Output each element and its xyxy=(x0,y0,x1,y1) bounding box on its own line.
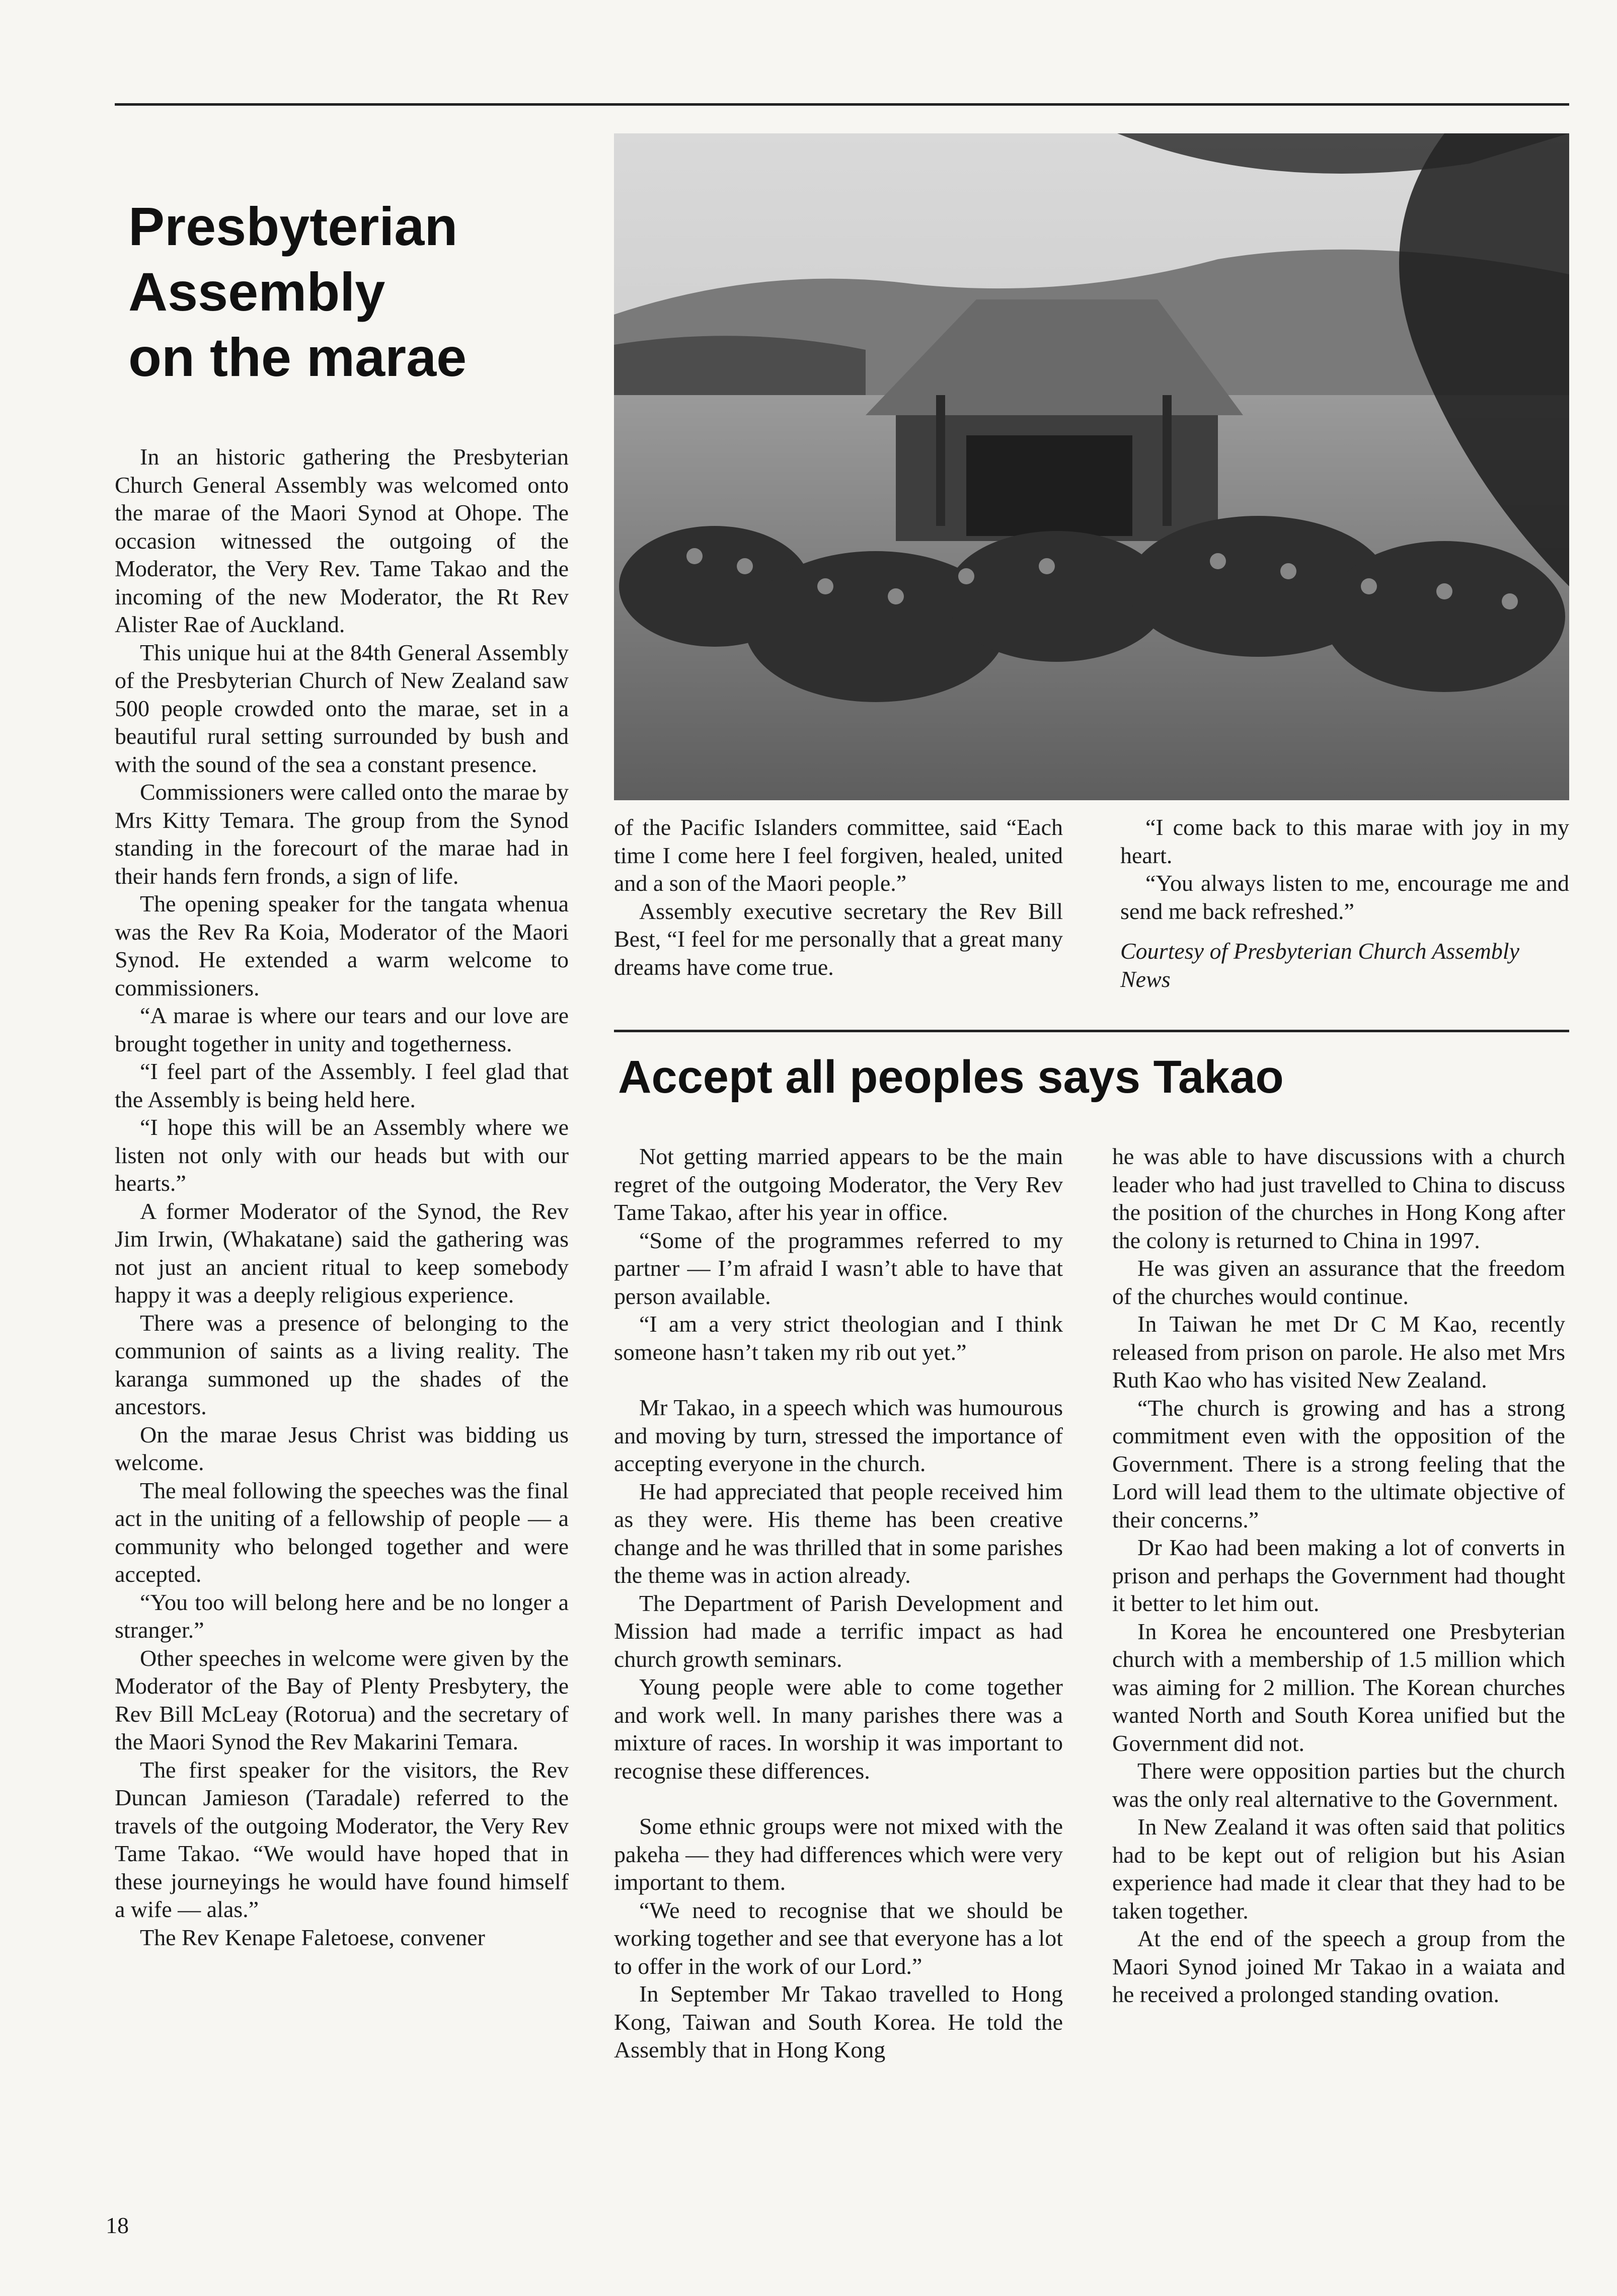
paragraph: “I hope this will be an Assembly where we listen not only with our heads but with our hearts.” xyxy=(115,1114,569,1196)
paragraph: He was given an assurance that the freedom of the churches would continue. xyxy=(1112,1255,1565,1309)
paragraph: he was able to have discussions with a church leader who had just travelled to China to discuss the position of the churches in Hong Kong after the colony is returned to China in 1997. xyxy=(1112,1143,1565,1253)
paragraph: Assembly executive secretary the Rev Bill Best, “I feel for me personally that a great many dreams have come true. xyxy=(614,898,1063,980)
paragraph: In New Zealand it was often said that politics had to be kept out of religion but his Asian experience had made it clear that they had to be taken together. xyxy=(1112,1814,1565,1924)
marae-photo xyxy=(614,133,1569,800)
article1-column-3 xyxy=(1120,813,1569,993)
paragraph: “Some of the programmes referred to my partner — I’m afraid I wasn’t able to have that person available. xyxy=(614,1227,1063,1309)
paragraph: of the Pacific Islanders committee, said “Each time I come here I feel forgiven, healed, united and a son of the Maori people.” xyxy=(614,814,1063,896)
paragraph: In September Mr Takao travelled to Hong Kong, Taiwan and South Korea. He told the Assembly that in Hong Kong xyxy=(614,1981,1063,2062)
article-divider xyxy=(614,1030,1569,1032)
paragraph: Other speeches in welcome were given by the Moderator of the Bay of Plenty Presbytery, the Rev Bill McLeay (Rotorua) and the secretary of the Maori Synod the Rev Makarini Temara. xyxy=(115,1645,569,1754)
paragraph: In an historic gathering the Presbyterian Church General Assembly was welcomed onto the marae of the Maori Synod at Ohope. The occasion witnessed the outgoing of the Moderator, the Very Rev. Tame Takao and the incoming of the new Moderator, the Rt Rev Alister Rae of Auckland. xyxy=(115,444,569,637)
paragraph: The Department of Parish Development and Mission had made a terrific impact as had church growth seminars. xyxy=(614,1590,1063,1672)
article1-headline xyxy=(128,194,467,390)
paragraph: The Rev Kenape Faletoese, convener xyxy=(140,1924,485,1950)
paragraph: The first speaker for the visitors, the Rev Duncan Jamieson (Taradale) referred to the travels of the outgoing Moderator, the Very Rev Tame Takao. “We would have hoped that in these journeyings he would have found himself a wife — alas.” xyxy=(115,1756,569,1922)
headline-line-1: Presbyterian xyxy=(128,196,458,257)
paragraph: In Korea he encountered one Presbyterian church with a membership of 1.5 million which was aiming for 2 million. The Korean churches wanted North and South Korea unified but the Government did not. xyxy=(1112,1618,1565,1756)
marae-photo-illustration xyxy=(614,133,1569,800)
paragraph: A former Moderator of the Synod, the Rev Jim Irwin, (Whakatane) said the gathering was not just an ancient ritual to keep somebody happy it was a deeply religious experience. xyxy=(115,1198,569,1308)
paragraph: Commissioners were called onto the marae by Mrs Kitty Temara. The group from the Synod standing in the forecourt of the marae had in their hands fern fronds, a sign of life. xyxy=(115,779,569,889)
headline-line-2: Assembly xyxy=(128,261,386,322)
article1-column-1 xyxy=(115,443,569,1951)
article2-column-2 xyxy=(614,1142,1063,2064)
paragraph: “I feel part of the Assembly. I feel glad that the Assembly is being held here. xyxy=(115,1058,569,1112)
page-number: 18 xyxy=(106,2212,129,2238)
paragraph: He had appreciated that people received him as they were. His theme has been creative change and he was thrilled that in some parishes the theme was in action already. xyxy=(614,1478,1063,1588)
paragraph: This unique hui at the 84th General Assembly of the Presbyterian Church of New Zealand saw 500 people crowded onto the marae, set in a beautiful rural setting surrounded by bush and with the sound of the sea a constant presence. xyxy=(115,639,569,777)
paragraph: Dr Kao had been making a lot of converts in prison and perhaps the Government had thought it better to let him out. xyxy=(1112,1535,1565,1616)
paragraph: There were opposition parties but the church was the only real alternative to the Government. xyxy=(1112,1758,1565,1812)
paragraph: Not getting married appears to be the main regret of the outgoing Moderator, the Very Rev Tame Takao, after his year in office. xyxy=(614,1143,1063,1225)
paragraph: In Taiwan he met Dr C M Kao, recently released from prison on parole. He also met Mrs Ruth Kao who has visited New Zealand. xyxy=(1112,1311,1565,1393)
article2-column-3 xyxy=(1112,1142,1565,2009)
paragraph: Young people were able to come together and work well. In many parishes there was a mixture of races. In worship it was important to recognise these differences. xyxy=(614,1674,1063,1784)
paragraph: “The church is growing and has a strong commitment even with the opposition of the Government. There is a strong feeling that the Lord will lead them to the ultimate objective of their concerns.” xyxy=(1112,1395,1565,1533)
paragraph: “A marae is where our tears and our love are brought together in unity and togetherness. xyxy=(115,1003,569,1056)
paragraph: Some ethnic groups were not mixed with the pakeha — they had differences which were very important to them. xyxy=(614,1813,1063,1895)
top-rule xyxy=(115,103,1569,106)
paragraph: “I come back to this marae with joy in my heart. xyxy=(1120,814,1569,868)
headline-line-3: on the marae xyxy=(128,327,467,388)
paragraph: “You too will belong here and be no longer a stranger.” xyxy=(115,1589,569,1643)
paragraph: “I am a very strict theologian and I think someone hasn’t taken my rib out yet.” xyxy=(614,1311,1063,1365)
paragraph: Mr Takao, in a speech which was humourous and moving by turn, stressed the importance of accepting everyone in the church. xyxy=(614,1395,1063,1476)
paragraph: The opening speaker for the tangata whenua was the Rev Ra Koia, Moderator of the Maori Synod. He extended a warm welcome to commissioners. xyxy=(115,891,569,1001)
paragraph: The meal following the speeches was the final act in the uniting of a fellowship of people — a community who belonged together and were accepted. xyxy=(115,1477,569,1587)
paragraph: On the marae Jesus Christ was bidding us welcome. xyxy=(115,1421,569,1475)
paragraph: At the end of the speech a group from the Maori Synod joined Mr Takao in a waiata and he received a prolonged standing ovation. xyxy=(1112,1926,1565,2007)
paragraph: “You always listen to me, encourage me and send me back refreshed.” xyxy=(1120,870,1569,924)
credit-line: Courtesy of Presbyterian Church Assembly News xyxy=(1120,938,1519,992)
article1-column-2 xyxy=(614,813,1063,981)
paragraph: There was a presence of belonging to the communion of saints as a living reality. The karanga summoned up the shades of the ancestors. xyxy=(115,1310,569,1419)
paragraph: “We need to recognise that we should be working together and see that everyone has a lot to offer in the work of our Lord.” xyxy=(614,1897,1063,1979)
article2-headline: Accept all peoples says Takao xyxy=(618,1051,1284,1103)
